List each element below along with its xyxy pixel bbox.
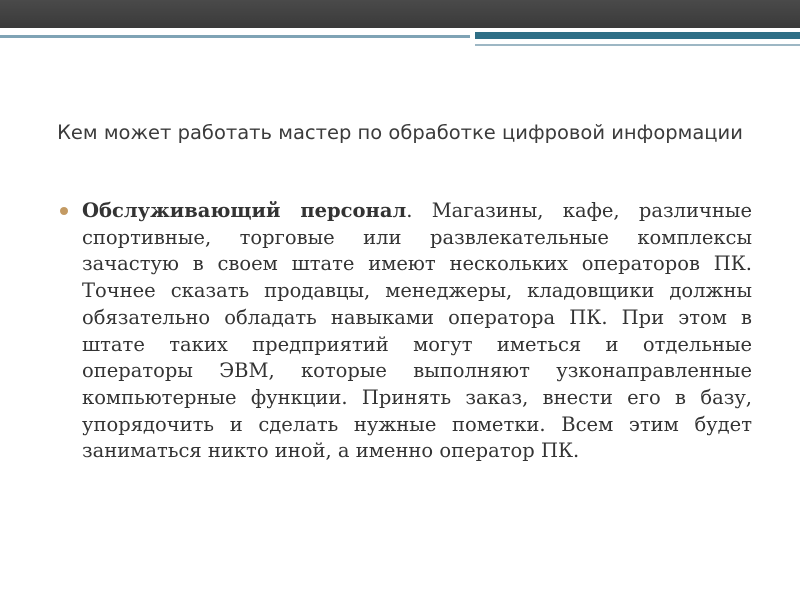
bullet-item xyxy=(60,198,752,465)
bullet-paragraph xyxy=(82,198,752,465)
accent-line-left xyxy=(0,35,470,38)
top-bar xyxy=(0,0,800,28)
slide-title: Кем может работать мастер по обработке цифровой информации xyxy=(57,121,743,144)
accent-thin-line-right xyxy=(475,44,800,46)
bullet-body-text: . Магазины, кафе, различные спортивные, торговые или развлекательные комплексы зачастую в своем штате имеют нескольких операторов ПК. Точнее сказать продавцы, менеджеры, кладовщики должны обязательно обладать навыками оператора ПК. При этом в штате таких предприятий могут иметься и отдельные операторы ЭВМ, которые выполняют узконаправленные компьютерные функции. Принять заказ, внести его в базу, упорядочить и сделать нужные пометки. Всем этим будет заниматься никто иной, а именно оператор ПК. xyxy=(82,199,752,463)
accent-line-right xyxy=(475,32,800,39)
bullet-dot-icon xyxy=(60,207,68,215)
bullet-bold-lead: Обслуживающий персонал xyxy=(82,199,407,222)
slide-content xyxy=(60,198,752,465)
